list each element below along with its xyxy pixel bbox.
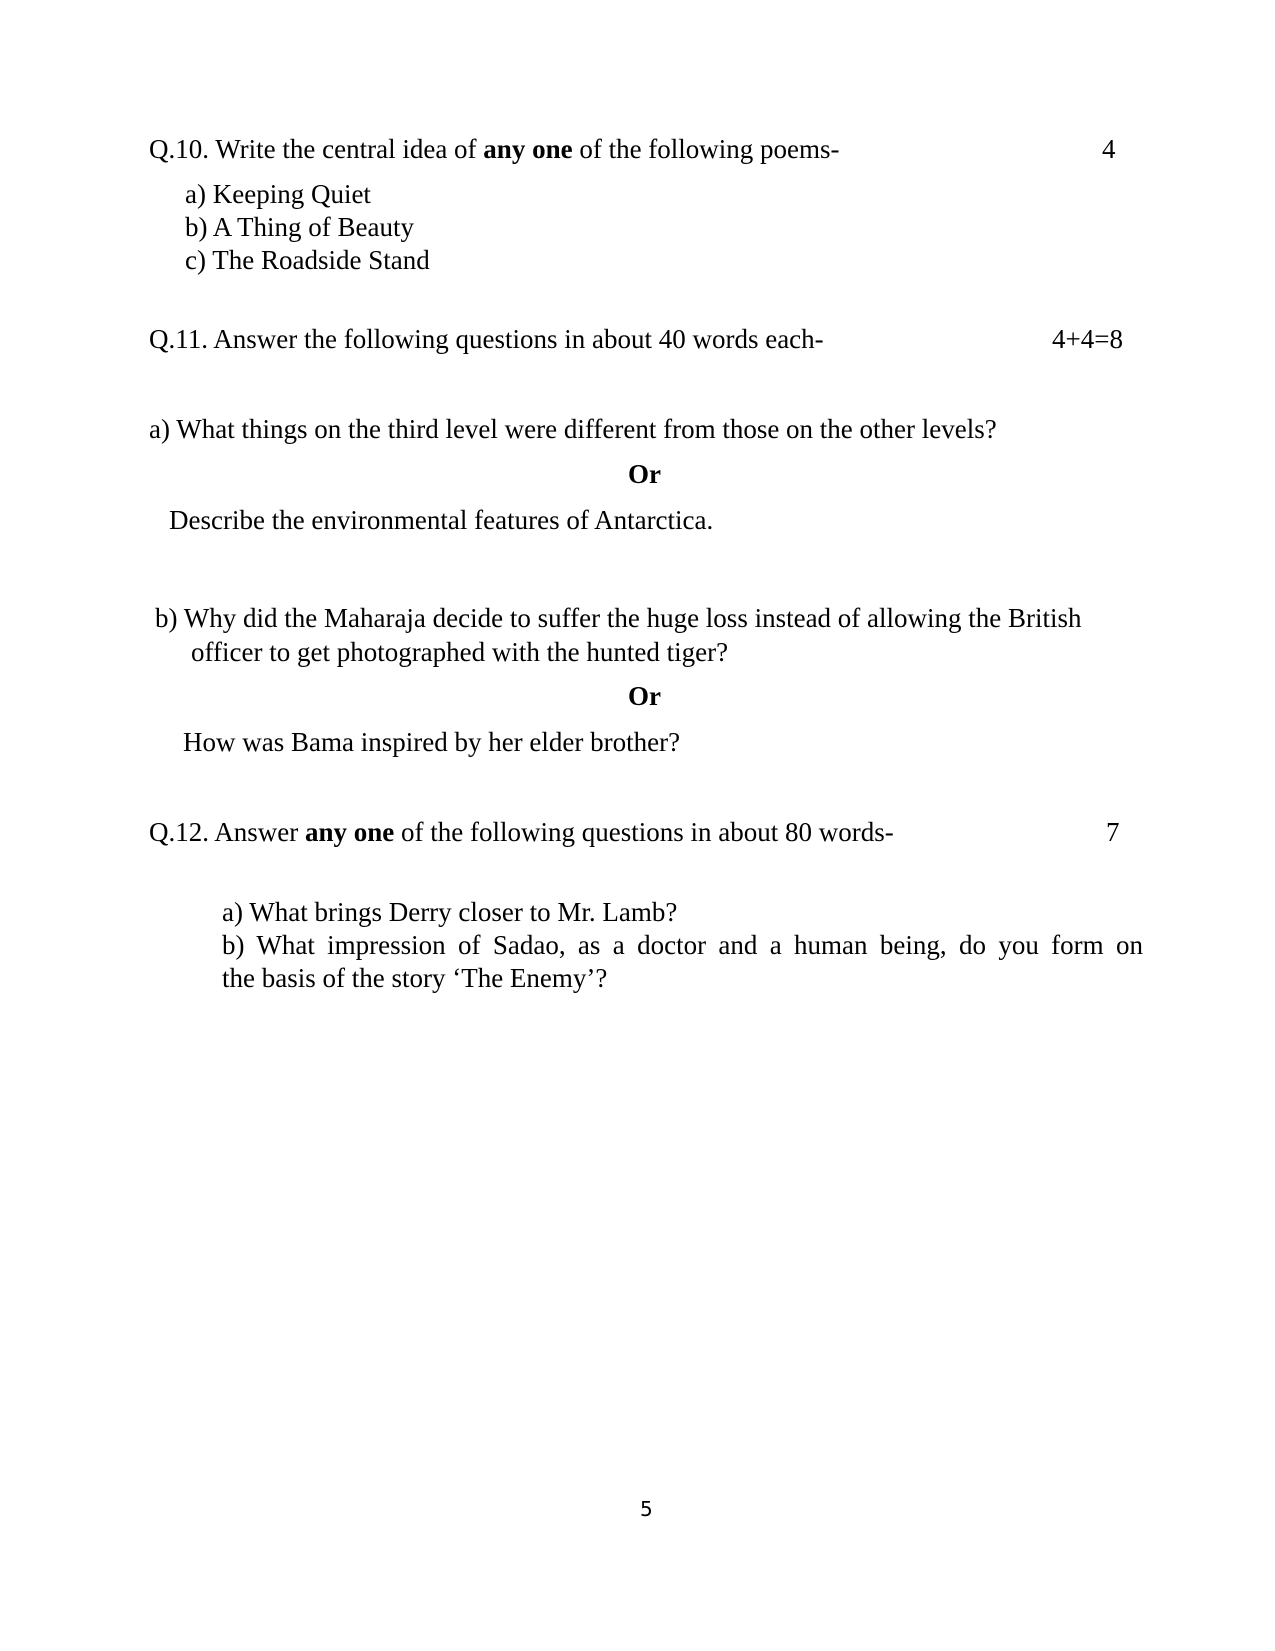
q10-option-a: a) Keeping Quiet bbox=[185, 179, 371, 209]
q12-text-pre: Answer bbox=[214, 817, 299, 847]
q10-text-pre: Write the central idea of bbox=[215, 134, 477, 164]
q10-option-c: c) The Roadside Stand bbox=[185, 245, 430, 275]
q12-option-b-line2: the basis of the story ‘The Enemy’? bbox=[222, 963, 608, 993]
q12-text-post: of the following questions in about 80 words- bbox=[401, 817, 894, 847]
q11-part-a-alternative: Describe the environmental features of Antarctica. bbox=[169, 505, 714, 535]
q10-marks: 4 bbox=[1102, 134, 1116, 164]
page-number: 5 bbox=[640, 1497, 653, 1521]
q10-heading bbox=[149, 133, 840, 166]
q11-text: Answer the following questions in about 40 words each- bbox=[213, 324, 824, 354]
q11-part-b-alternative: How was Bama inspired by her elder brother? bbox=[183, 727, 681, 757]
q10-option-b: b) A Thing of Beauty bbox=[185, 212, 414, 242]
q11-part-a-question: a) What things on the third level were different from those on the other levels? bbox=[149, 414, 997, 444]
q10-text-post: of the following poems- bbox=[579, 134, 840, 164]
q11-heading bbox=[149, 323, 824, 356]
q11-number: Q.11. bbox=[149, 324, 208, 354]
q12-number: Q.12. bbox=[149, 817, 209, 847]
q11-part-b-question-line2: officer to get photographed with the hunted tiger? bbox=[191, 637, 729, 667]
q12-marks: 7 bbox=[1106, 817, 1120, 847]
q12-option-a: a) What brings Derry closer to Mr. Lamb? bbox=[222, 897, 678, 927]
q11-marks: 4+4=8 bbox=[1052, 324, 1123, 354]
q10-number: Q.10. bbox=[149, 134, 209, 164]
q10-text-bold: any one bbox=[483, 134, 573, 164]
q12-heading bbox=[149, 816, 894, 849]
q11-part-b-or: Or bbox=[628, 681, 661, 711]
q12-text-bold: any one bbox=[305, 817, 395, 847]
q11-part-b-question-line1: b) Why did the Maharaja decide to suffer the huge loss instead of allowing the British bbox=[155, 603, 1082, 633]
q12-option-b-line1: b) What impression of Sadao, as a doctor and a human being, do you form on bbox=[222, 930, 1143, 960]
q11-part-a-or: Or bbox=[628, 459, 661, 489]
